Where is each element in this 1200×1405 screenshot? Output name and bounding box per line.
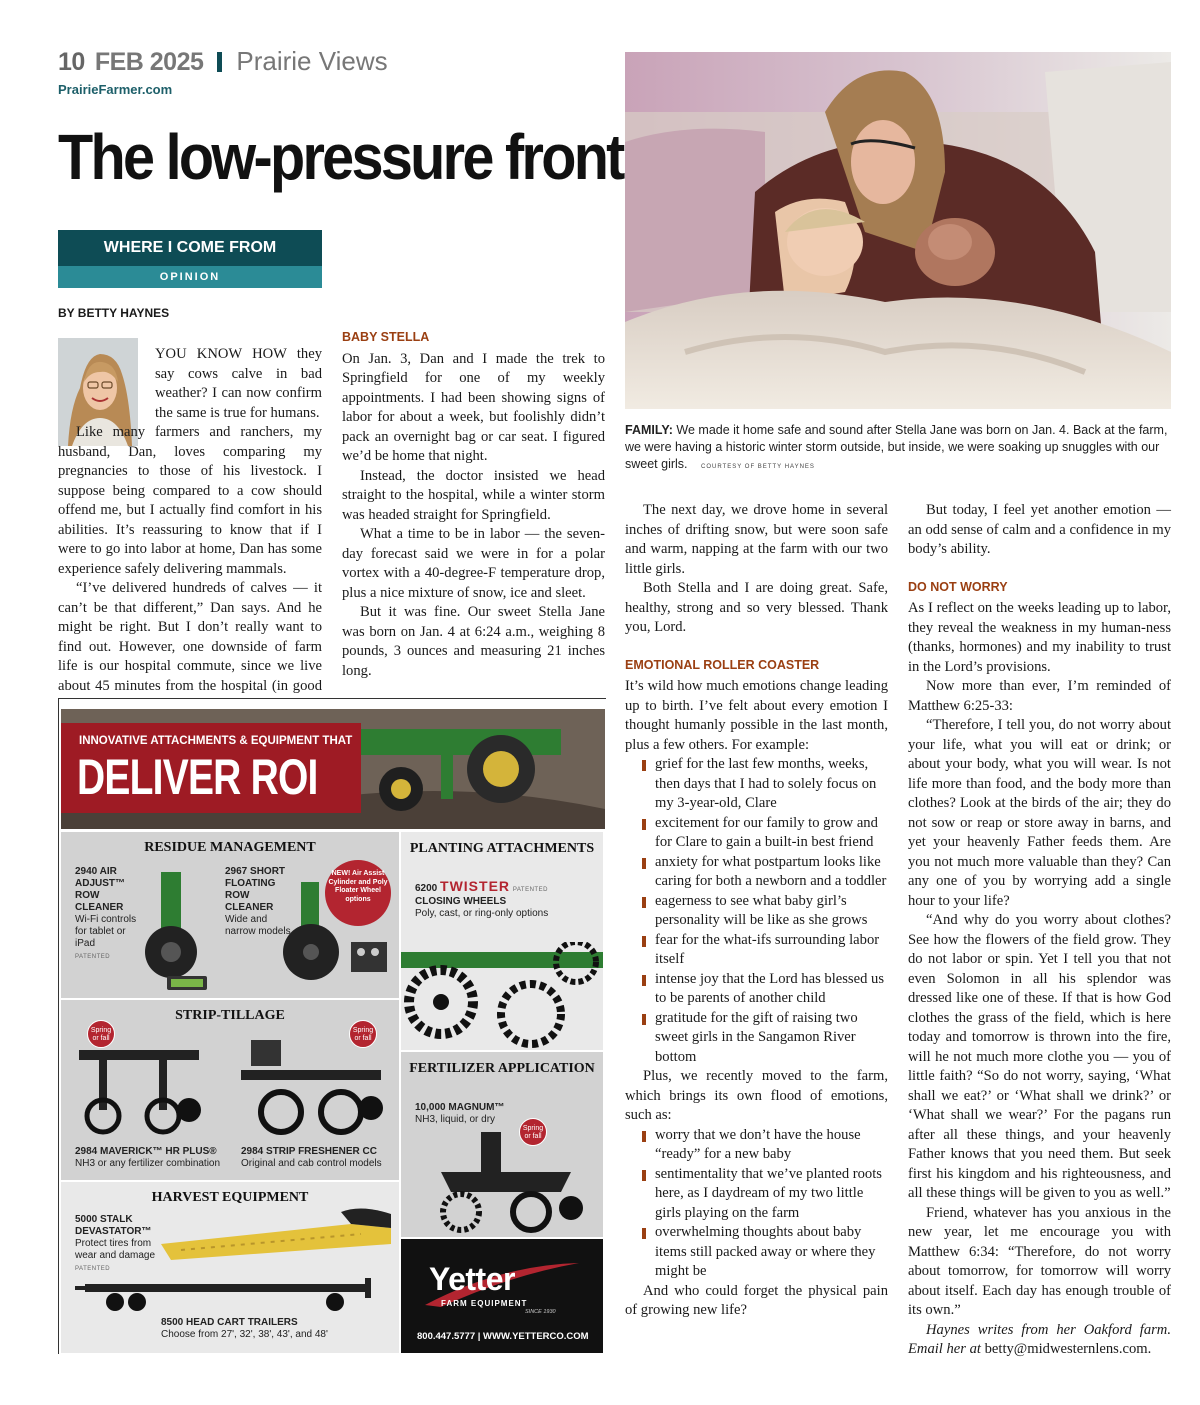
caption-text: We made it home safe and sound after Stella Jane was born on Jan. 4. Back at the farm, we were having a historic winter storm outside, but inside, we were soaking up snuggles with our sweet girls.: [625, 423, 1168, 471]
article-column-2: [342, 228, 605, 681]
corn-head-icon: [161, 1204, 397, 1264]
article-paragraph: Now more than ever, I’m reminded of Matthew 6:25-33:: [908, 678, 1171, 714]
product-name: 10,000 MAGNUM™: [415, 1102, 505, 1113]
article-paragraph: Both Stella and I are doing great. Safe, healthy, strong and so very blessed. Thank you, Lord.: [625, 580, 888, 635]
list-item: fear for the what-ifs surrounding labor itself: [639, 931, 888, 970]
page-header: [58, 46, 388, 77]
patent-tag: PATENTED: [512, 887, 548, 893]
subheading: EMOTIONAL ROLLER COASTER: [625, 657, 820, 672]
product-desc: Original and cab control models: [241, 1158, 382, 1169]
yetter-advertisement: [58, 698, 606, 1354]
fertilizer-product: [415, 1102, 515, 1126]
harvest-panel: [61, 1182, 399, 1353]
article-paragraph: It’s wild how much emotions change leading up to birth. I’ve felt about every emotion I thought humanly possible in the last month, plus a few others. For example:: [625, 678, 888, 753]
list-item: anxiety for what postpartum looks like caring for both a newborn and a toddler: [639, 853, 888, 892]
product-name: 2940 AIR ADJUST™ ROW CLEANER: [75, 866, 126, 913]
product-name: 2984 STRIP FRESHENER CC: [241, 1146, 377, 1157]
planting-panel: [401, 832, 603, 1050]
article-paragraph: And who could forget the physical pain of growing new life?: [625, 1282, 888, 1318]
harvest-product-1: [75, 1214, 175, 1275]
column-name: WHERE I COME FROM: [58, 230, 322, 266]
strip-product-1: [75, 1146, 235, 1170]
strip-product-2: [241, 1146, 399, 1170]
head-cart-trailer-icon: [75, 1274, 385, 1314]
row-cleaner-icon: [131, 872, 221, 992]
product-name: 2984 MAVERICK™ HR PLUS®: [75, 1146, 217, 1157]
harvest-title: HARVEST EQUIPMENT: [151, 1190, 309, 1205]
article-paragraph: But it was fine. Our sweet Stella Jane was born on Jan. 4 at 6:24 a.m., weighing 8 pounds, 3 ounces and measuring 21 inches long.: [342, 604, 605, 679]
list-item: sentimentality that we’ve planted roots here, as I daydream of my two little girls playing on the farm: [639, 1165, 888, 1224]
magnum-applicator-icon: [421, 1132, 591, 1237]
product-name: 2967 SHORT FLOATING ROW CLEANER: [225, 866, 286, 913]
product-desc: Choose from 27', 32', 38', 43', and 48': [161, 1329, 328, 1340]
harvest-product-2: [161, 1317, 399, 1341]
product-desc: Poly, cast, or ring-only options: [415, 908, 549, 919]
yetter-brand-block: [401, 1239, 603, 1353]
article-paragraph: As I reflect on the weeks leading up to labor, they reveal the weakness in my human-ness (thanks, hormones) and my inability to trust in the Lord’s provisions.: [908, 600, 1171, 675]
planting-title: PLANTING ATTACHMENTS: [409, 841, 595, 856]
brand-contact[interactable]: 800.447.5777 | WWW.YETTERCO.COM: [417, 1331, 589, 1342]
photo-credit: COURTESY OF BETTY HAYNES: [701, 464, 815, 470]
brand-sub: FARM EQUIPMENT: [441, 1299, 528, 1308]
article-column-3: [625, 501, 888, 1321]
article-column-4: [908, 501, 1171, 1360]
article-paragraph: Plus, we recently moved to the farm, which brings its own flood of emotions, such as:: [625, 1068, 888, 1123]
article-paragraph: YOU KNOW HOW they say cows calve in bad weather? I can now confirm the same is true for humans.: [155, 346, 322, 421]
new-options-burst: NEW! Air Assist Cylinder and Poly Floater Wheel options: [325, 860, 391, 926]
article-paragraph: Like many farmers and ranchers, my husband, Dan, loves comparing my pregnancies to those of his livestock. I suppose being compared to a cow should offend me, but I actually find comfort in his abilities. It’s reassuring to know that if I were to go into labor at home, Dan has some experience safely delivering mammals.: [58, 424, 322, 577]
article-paragraph: Friend, whatever has you anxious in the new year, let me encourage you with Matthew 6:34: “Therefore, do not worry about tomorrow, for tomorrow will worry about itself. Each day has enough trouble of its own.”: [908, 1204, 1171, 1318]
brand-name: Yetter: [429, 1261, 515, 1297]
list-item: grief for the last few months, weeks, then days that I had to solely focus on my 3-year-old, Clare: [639, 755, 888, 814]
planting-product: [415, 880, 595, 920]
issue-date: FEB 2025: [94, 48, 204, 76]
article-paragraph: The next day, we drove home in several inches of drifting snow, but were soon safe and warm, napping at the farm with our two little girls.: [625, 502, 888, 577]
patent-tag: PATENTED: [75, 1266, 111, 1272]
product-brand: TWISTER: [440, 878, 511, 894]
fertilizer-panel: [401, 1052, 603, 1237]
product-desc: Wide and narrow models: [225, 914, 291, 937]
product-name: 8500 HEAD CART TRAILERS: [161, 1317, 298, 1328]
subheading: BABY STELLA: [342, 330, 430, 344]
author-email[interactable]: betty@midwesternlens.com.: [984, 1341, 1152, 1357]
list-item: eagerness to see what baby girl’s personality will be like as she grows: [639, 892, 888, 931]
list-item: intense joy that the Lord has blessed us to be parents of another child: [639, 970, 888, 1009]
list-item: overwhelming thoughts about baby items still packed away or where they might be: [639, 1223, 888, 1282]
header-divider: [217, 52, 222, 72]
family-photo: [625, 52, 1171, 409]
page-number: 10: [58, 48, 85, 76]
headline: The low-pressure front: [58, 121, 623, 193]
photo-caption: [625, 422, 1171, 476]
column-type: OPINION: [58, 266, 322, 288]
brand-since: SINCE 1930: [525, 1309, 556, 1315]
author-tagline: [908, 1321, 1171, 1360]
strip-title: STRIP-TILLAGE: [175, 1008, 285, 1023]
ad-title-banner: [61, 723, 361, 813]
article-paragraph: But today, I feel yet another emotion — an odd sense of calm and a confidence in my body’s ability.: [908, 502, 1171, 557]
product-number: 6200: [415, 883, 438, 894]
section-name: Prairie Views: [236, 46, 388, 76]
product-name: CLOSING WHEELS: [415, 896, 507, 907]
article-paragraph: Instead, the doctor insisted we head straight to the hospital, while a winter storm was headed straight for Springfield.: [342, 467, 605, 523]
list-item: worry that we don’t have the house “ready” for a new baby: [639, 1126, 888, 1165]
ad-tagline: INNOVATIVE ATTACHMENTS & EQUIPMENT THAT: [79, 735, 353, 747]
product-desc: NH3, liquid, or dry: [415, 1114, 496, 1125]
list-item: excitement for our family to grow and for Clare to gain a built-in best friend: [639, 814, 888, 853]
article-paragraph: “And why do you worry about clothes? See how the flowers of the field grow. They do not labor or spin. Yet I tell you that not even Solomon in all his splendor was dressed like one of these. If that is how God clothes the grass of the field, which is here today and tomorrow is thrown into the fire, will he not much more clothe you — you of little faith? “So do not worry, saying, ‘What shall we eat?’ or ‘What shall we drink?’ or ‘What shall we wear?’ For the pagans run after all these things, and your heavenly Father knows that you need them. But seek first his kingdom and his righteousness, and all these things will be given to you as well.”: [908, 912, 1171, 1201]
strip-tillage-panel: [61, 1000, 399, 1180]
column-kicker: [58, 230, 322, 288]
emotion-list: [639, 755, 888, 1067]
product-desc: Wi-Fi controls for tablet or iPad: [75, 914, 137, 949]
caption-lead: FAMILY:: [625, 423, 673, 437]
article-paragraph: “Therefore, I tell you, do not worry about your life, what you will eat or drink; or about your body, what you will wear. Is not life more than food, and the body more than clothes? Look at the birds of the air; they do not sow or reap or store away in barns, and yet your heavenly Father feeds them. Are you not much more valuable than they? Can any one of you by worrying add a single hour to your life?: [908, 717, 1171, 909]
site-link[interactable]: PrairieFarmer.com: [58, 82, 173, 97]
list-item: gratitude for the gift of raising two sweet girls in the Sangamon River bottom: [639, 1009, 888, 1068]
spring-fall-badge: Spring or fall: [87, 1020, 115, 1048]
tagline-text: Haynes writes from her Oakford farm. Email her at: [908, 1321, 1171, 1357]
article-paragraph: “I’ve delivered hundreds of calves — it can’t be that different,” Dan says. And he might be right. But I don’t really want to find out. However, one downside of farm life is our hospital commute, since we live about 45 minutes from the hospital (in good: [58, 580, 322, 694]
residue-panel: [61, 832, 399, 998]
article-column-1: [58, 345, 322, 716]
patent-tag: PATENTED: [75, 954, 111, 960]
byline: BY BETTY HAYNES: [58, 306, 170, 320]
article-paragraph: On Jan. 3, Dan and I made the trek to Springfield for one of my weekly appointments. I had been showing signs of labor for about a week, but foolishly didn’t pack an overnight bag or car seat. I figured we’d be home that night.: [342, 350, 605, 464]
product-desc: NH3 or any fertilizer combination: [75, 1158, 221, 1169]
product-name: 5000 STALK DEVASTATOR™: [75, 1214, 152, 1237]
ad-headline: DELIVER ROI: [77, 749, 318, 805]
move-list: [639, 1126, 888, 1282]
maverick-toolbar-icon: [69, 1040, 219, 1138]
subheading: DO NOT WORRY: [908, 579, 1008, 594]
closing-wheels-icon: [401, 942, 603, 1050]
residue-title: RESIDUE MANAGEMENT: [144, 840, 316, 855]
spring-fall-badge: Spring or fall: [349, 1020, 377, 1048]
product-desc: Protect tires from wear and damage: [75, 1238, 156, 1261]
spring-fall-badge: Spring or fall: [519, 1118, 547, 1146]
fertilizer-title: FERTILIZER APPLICATION: [409, 1061, 595, 1076]
strip-freshener-icon: [231, 1040, 391, 1138]
article-paragraph: What a time to be in labor — the seven-day forecast said we were in for a polar vortex with a 40-degree-F temperature drop, plus a nice mixture of snow, ice and sleet.: [342, 526, 605, 601]
